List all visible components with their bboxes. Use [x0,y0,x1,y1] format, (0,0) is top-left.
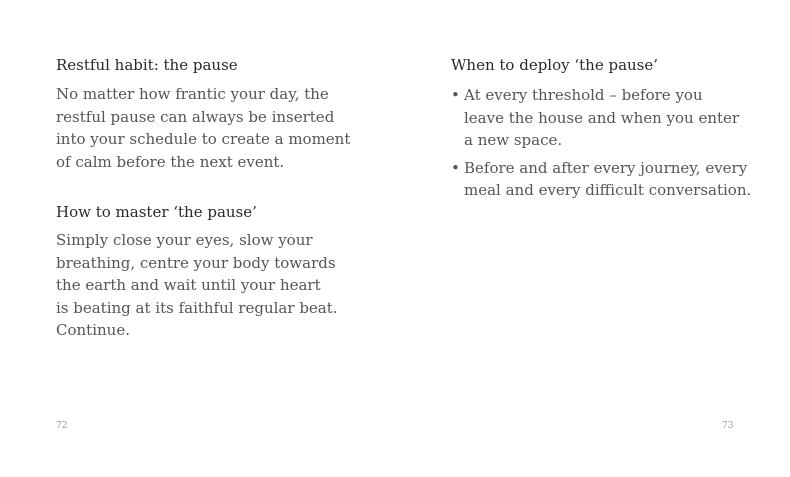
paragraph-line: is beating at its faithful regular beat. [56,298,338,317]
when-to-deploy-heading: When to deploy ‘the pause’ [451,56,659,74]
bullet-icon: • [451,158,460,177]
paragraph-line: into your schedule to create a moment [56,130,351,148]
bullet-line: meal and every difficult conversation. [464,181,752,199]
restful-habit-heading: Restful habit: the pause [56,56,238,74]
bullet-line: Before and after every journey, every [464,158,748,177]
page-number-left: 72 [56,421,68,431]
paragraph-line: restful pause can always be inserted [56,107,335,126]
how-to-master-heading: How to master ‘the pause’ [56,203,257,221]
right-page [395,0,790,477]
paragraph-line: Simply close your eyes, slow your [56,231,313,249]
bullet-line: At every threshold – before you [464,86,703,104]
paragraph-line: Continue. [56,321,130,339]
restful-habit-paragraph [56,83,350,173]
bullet-icon: • [451,86,460,104]
bullet-line: leave the house and when you enter [464,108,740,127]
paragraph-line: No matter how frantic your day, the [56,85,329,103]
paragraph-line: the earth and wait until your heart [56,276,321,294]
paragraph-line: breathing, centre your body towards [56,253,336,272]
page-number-right: 73 [722,421,734,431]
how-to-master-paragraph [56,229,338,342]
deploy-bullet-list [451,84,751,207]
list-item [451,157,751,202]
bullet-line: a new space. [464,131,563,149]
list-item [451,84,751,152]
paragraph-line: of calm before the next event. [56,152,285,171]
